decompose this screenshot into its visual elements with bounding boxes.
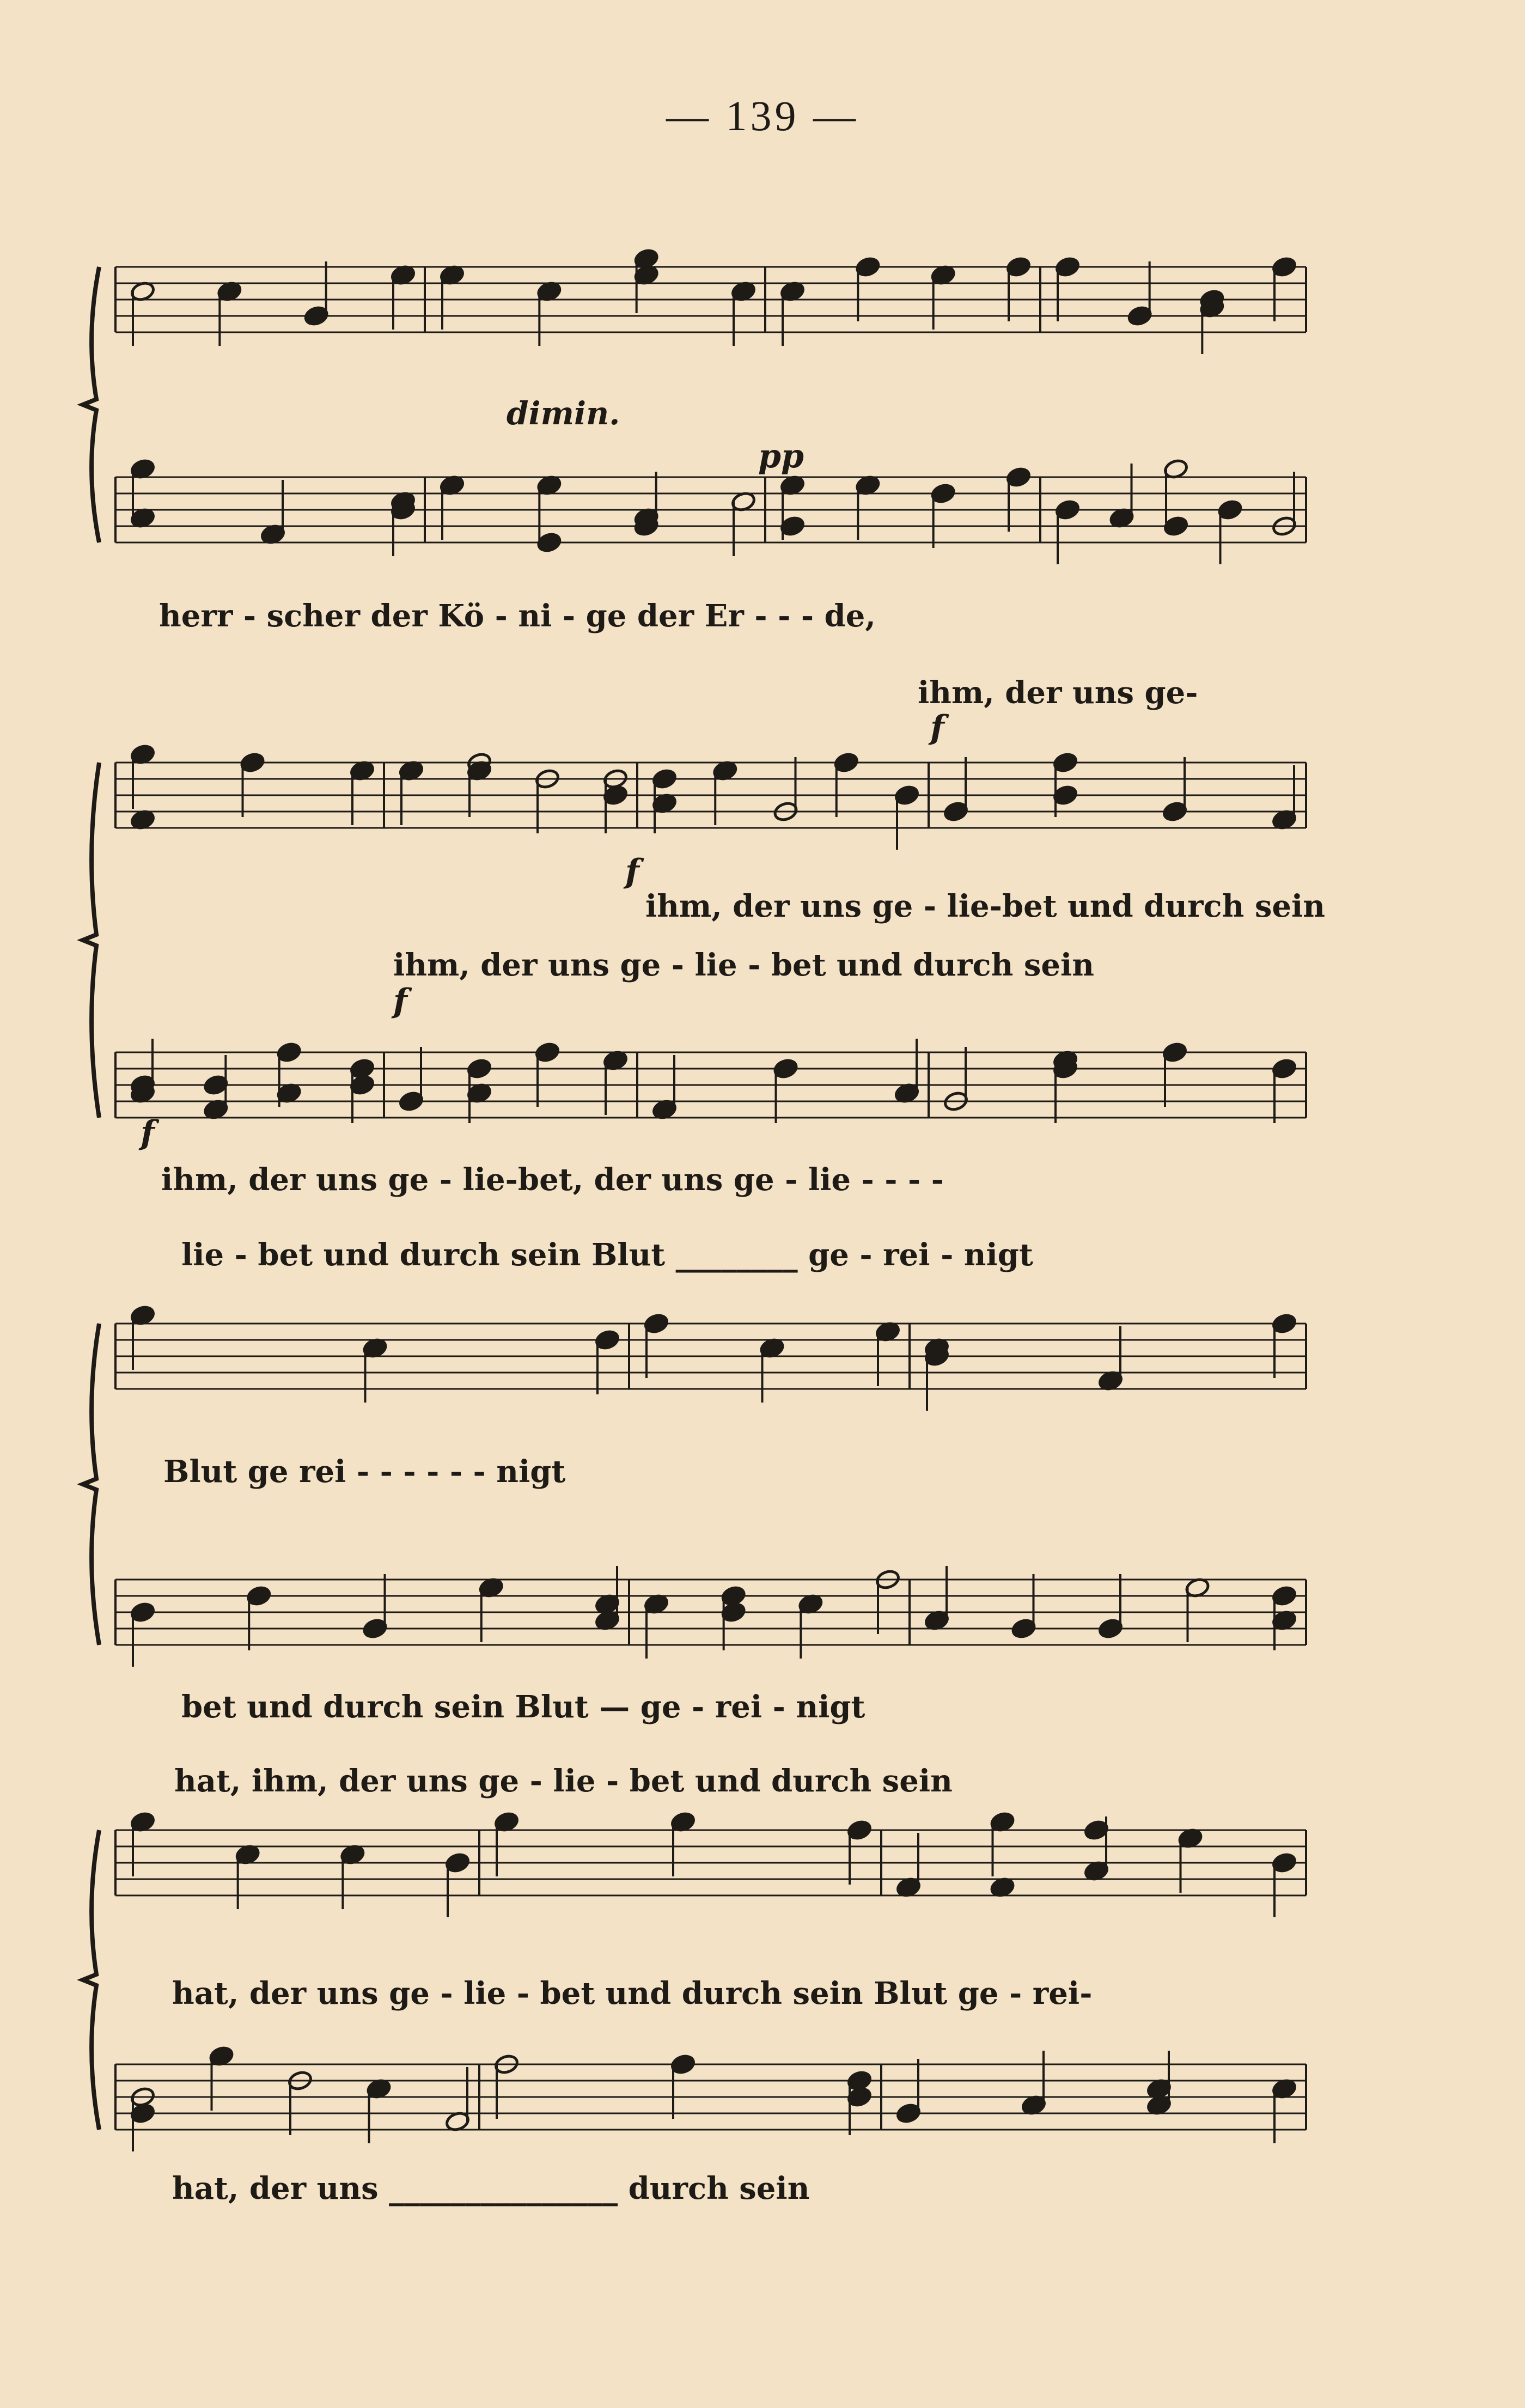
dynamic-f-4: f <box>141 1114 155 1152</box>
dynamic-f-3: f <box>393 982 407 1020</box>
lyric-line: ihm, der uns ge- <box>918 675 1198 711</box>
system-brace <box>83 267 99 542</box>
lyric-line: hat, der uns ge - lie - bet und durch sein Blut ge - rei- <box>172 1976 1093 2011</box>
system-brace <box>83 1324 99 1645</box>
system-brace <box>83 763 99 1118</box>
lyric-line: hat, ihm, der uns ge - lie - bet und durch sein <box>174 1763 953 1799</box>
dynamic-pp: pp <box>758 437 804 475</box>
lyric-line: bet und durch sein Blut — ge - rei - nigt <box>181 1689 865 1725</box>
lyric-line: ihm, der uns ge - lie-bet, der uns ge - lie - - - - <box>161 1162 944 1198</box>
dynamic-f-2: f <box>625 852 639 891</box>
lyric-line: herr - scher der Kö - ni - ge der Er - - - de, <box>159 598 876 634</box>
lyric-line: Blut ge rei - - - - - - nigt <box>163 1454 566 1490</box>
lyric-line: lie - bet und durch sein Blut ________ ge - rei - nigt <box>181 1237 1033 1273</box>
lyric-line: ihm, der uns ge - lie-bet und durch sein <box>645 888 1325 924</box>
lyric-line: hat, der uns _______________ durch sein <box>172 2171 810 2206</box>
system-brace <box>83 1830 99 2130</box>
lyric-line: ihm, der uns ge - lie - bet und durch sein <box>393 947 1094 983</box>
page-number: — 139 — <box>666 92 859 139</box>
dynamic-f-1: f <box>930 709 944 747</box>
dynamic-dimin: dimin. <box>507 395 620 432</box>
